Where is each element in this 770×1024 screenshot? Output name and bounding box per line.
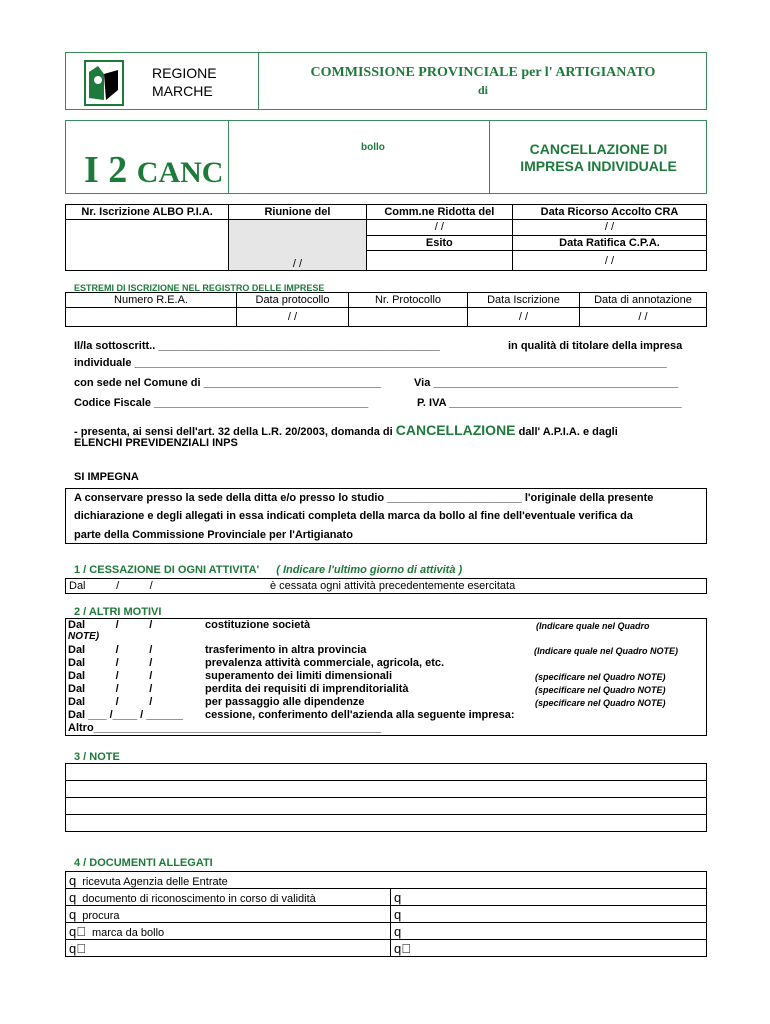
doc-label: ricevuta Agenzia delle Entrate (82, 875, 228, 888)
sec3-title: 3 / NOTE (74, 751, 120, 763)
qualita-text: in qualità di titolare della impresa (508, 340, 683, 352)
sec2-row-note: (Indicare quale nel Quadro NOTE) (534, 646, 679, 656)
presenta-a: - presenta, ai sensi dell'art. 32 della L.R. 20/2003, domanda di (74, 426, 393, 438)
albo-h3: Comm.ne Ridotta del (366, 205, 512, 220)
doc-row[interactable] (66, 923, 391, 940)
presenta-c: dall' A.P.I.A. e dagli (518, 426, 618, 438)
impegna-box (65, 488, 707, 544)
albo-riunione-field[interactable] (229, 220, 366, 271)
commission-title: COMMISSIONE PROVINCIALE per l' ARTIGIANATO (310, 65, 656, 80)
albo-table (65, 204, 707, 271)
rea-numero-field[interactable] (66, 308, 237, 327)
doc-row[interactable] (66, 889, 391, 906)
albo-ricorso-date[interactable]: / / (513, 220, 707, 236)
checkbox-icon[interactable]: q (394, 906, 402, 922)
checkbox-icon[interactable]: q (69, 906, 77, 922)
header-divider (258, 52, 259, 110)
impegna-heading: SI IMPEGNA (74, 471, 139, 483)
doc-label: documento di riconoscimento in corso di validità (82, 892, 316, 905)
bollo-label: bollo (361, 142, 385, 153)
sec2-cessione-dal: Dal ___ /____ / ______ (68, 709, 183, 721)
sec1-hint: ( Indicare l'ultimo giorno di attività ) (276, 564, 463, 576)
sec2-row-note: (specificare nel Quadro NOTE) (535, 672, 666, 682)
sec4-title: 4 / DOCUMENTI ALLEGATI (74, 857, 213, 869)
checkbox-icon[interactable]: q⃞ (394, 940, 411, 956)
elenchi-text: ELENCHI PREVIDENZIALI INPS (74, 437, 238, 449)
rea-data-prot-field[interactable]: / / (237, 308, 349, 327)
note-line[interactable] (66, 798, 707, 815)
sec1-title (74, 564, 462, 576)
albo-nr-field[interactable] (66, 220, 229, 271)
date-slash: / / (292, 258, 303, 270)
albo-esito-field[interactable] (366, 251, 512, 271)
rea-col-annotazione: Data di annotazione (580, 293, 707, 308)
sec2-row[interactable] (68, 657, 704, 670)
region-name (152, 64, 217, 100)
comune-line[interactable]: con sede nel Comune di _____________________________ (74, 377, 381, 389)
sec2-row[interactable] (68, 696, 704, 709)
sec2-row-dal: Dal / / (68, 619, 153, 631)
checkbox-icon[interactable]: q (394, 889, 402, 905)
sec2-altro: Altro_______________________________________________ (68, 722, 382, 734)
sec2-row-note: (specificare nel Quadro NOTE) (535, 685, 666, 695)
sec2-altro-row[interactable] (68, 722, 704, 735)
sec1-dal[interactable]: Dal / / (69, 580, 153, 592)
doc-row[interactable] (66, 906, 391, 923)
doc-row[interactable] (391, 889, 707, 906)
docs-table (65, 871, 707, 957)
doc-label: procura (82, 909, 120, 922)
sec2-row-desc: per passaggio alle dipendenze (205, 696, 365, 708)
note-line[interactable] (66, 815, 707, 832)
rea-nr-prot-field[interactable] (349, 308, 468, 327)
sec2-row[interactable] (68, 619, 704, 633)
rea-col-iscrizione: Data Iscrizione (468, 293, 580, 308)
albo-h4: Data Ricorso Accolto CRA (513, 205, 707, 220)
rea-col-data-prot: Data protocollo (237, 293, 349, 308)
rea-title: ESTREMI DI ISCRIZIONE NEL REGISTRO DELLE IMPRESE (74, 283, 325, 293)
sec1-text: è cessata ogni attività precedentemente esercitata (270, 580, 516, 592)
sec2-row-desc: superamento dei limiti dimensionali (205, 670, 393, 682)
sec2-cessione-text: cessione, conferimento dell'azienda alla seguente impresa: (205, 709, 515, 721)
sec2-row-dal: Dal / / (68, 683, 153, 695)
sec1-title-text: 1 / CESSAZIONE DI OGNI ATTIVITA' (74, 564, 260, 576)
form-title-line-1: CANCELLAZIONE DI (529, 141, 668, 157)
region-line-1: REGIONE (152, 65, 217, 81)
rea-col-nr-prot: Nr. Protocollo (349, 293, 468, 308)
individuale-line[interactable]: individuale _______________________________________________________________________________________ (74, 357, 667, 369)
rea-iscrizione-field[interactable]: / / (468, 308, 580, 327)
sec2-rows (68, 619, 704, 735)
doc-row[interactable] (391, 906, 707, 923)
rea-table (65, 292, 707, 327)
rea-annotazione-field[interactable]: / / (580, 308, 707, 327)
checkbox-icon[interactable]: q⃞ (69, 923, 86, 939)
sec2-row-desc: prevalenza attività commerciale, agricola, etc. (205, 657, 445, 669)
sec2-row-dal: Dal / / (68, 644, 153, 656)
sec2-row-note: (specificare nel Quadro NOTE) (535, 698, 666, 708)
region-line-2: MARCHE (152, 83, 213, 99)
doc-label: marca da bollo (91, 926, 165, 939)
rea-col-rea: Numero R.E.A. (66, 293, 237, 308)
presenta-text (74, 422, 618, 438)
form-code (84, 148, 223, 192)
albo-h1: Nr. Iscrizione ALBO P.I.A. (66, 205, 229, 220)
doc-row[interactable] (66, 872, 707, 889)
checkbox-icon[interactable]: q (394, 923, 402, 939)
sec2-row-desc: trasferimento in altra provincia (205, 644, 367, 656)
piva-line[interactable]: P. IVA ______________________________________ (417, 397, 682, 409)
albo-h2: Riunione del (229, 205, 366, 220)
form-title (490, 141, 707, 175)
sec2-row[interactable] (68, 683, 704, 696)
doc-row[interactable] (391, 923, 707, 940)
cancellazione-word: CANCELLAZIONE (395, 422, 516, 438)
sec2-row[interactable] (68, 670, 704, 683)
form-code-b: CANC (136, 156, 224, 189)
sec2-cessione-row[interactable] (68, 709, 704, 722)
impegna-line-2: dichiarazione e degli allegati in essa indicati completa della marca da bollo al fine dell'eventuale verifica da (74, 510, 633, 522)
note-line[interactable] (66, 764, 707, 781)
region-logo (84, 60, 124, 106)
doc-row[interactable] (66, 940, 391, 957)
sec2-row-note: (Indicare quale nel Quadro (536, 621, 650, 631)
via-line[interactable]: Via ________________________________________ (414, 377, 679, 389)
form-title-line-2: IMPRESA INDIVIDUALE (520, 158, 677, 174)
sec2-row-desc: costituzione società (205, 619, 311, 631)
sec2-row-dal: Dal / / (68, 696, 153, 708)
note-line[interactable] (66, 781, 707, 798)
form-code-a: I 2 (84, 149, 128, 191)
sec2-row-dal: Dal / / (68, 657, 153, 669)
impegna-line-1: A conservare presso la sede della ditta e/o presso lo studio ______________________ l'originale della presente (74, 492, 654, 504)
notes-table (65, 763, 707, 832)
sec2-note-cont-row (68, 633, 704, 644)
doc-row[interactable] (391, 940, 707, 957)
albo-esito-label: Esito (366, 235, 512, 251)
checkbox-icon[interactable]: q⃞ (69, 940, 86, 956)
sec2-row[interactable] (68, 644, 704, 657)
checkbox-icon[interactable]: q (69, 872, 77, 888)
commission-sub: di (477, 83, 488, 97)
impegna-line-3: parte della Commissione Provinciale per l'Artigianato (74, 529, 353, 541)
sec2-row-dal: Dal / / (68, 670, 153, 682)
code-underline-box (228, 120, 229, 194)
sec1-box (65, 578, 707, 594)
checkbox-icon[interactable]: q (69, 889, 77, 905)
albo-comm-date[interactable]: / / (366, 220, 512, 236)
sec2-row-desc: perdita dei requisiti di imprenditorialità (205, 683, 409, 695)
sec2-note-cont: NOTE) (68, 631, 100, 642)
sec2-title: 2 / ALTRI MOTIVI (74, 606, 162, 618)
albo-ratifica-label: Data Ratifica C.P.A. (513, 235, 707, 251)
albo-ratifica-date[interactable]: / / (513, 251, 707, 271)
codice-fiscale-line[interactable]: Codice Fiscale ___________________________________ (74, 397, 369, 409)
sottoscritto-line[interactable]: Il/la sottoscritt.. ______________________________________________ (74, 340, 440, 352)
